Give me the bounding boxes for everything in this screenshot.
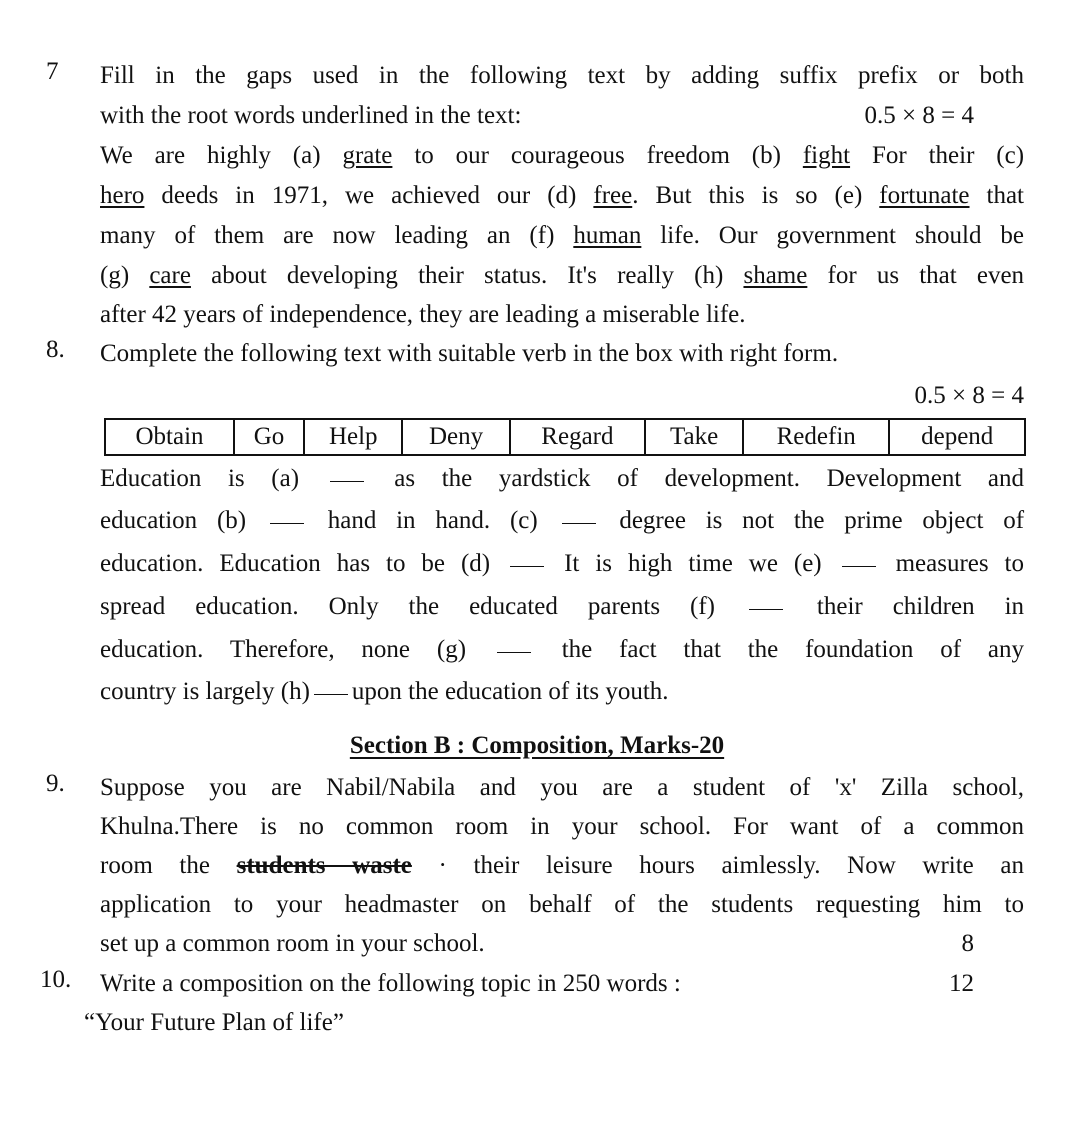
q8-number: 8. xyxy=(46,336,65,363)
q7-instruction-text: with the root words underlined in the text: xyxy=(100,102,522,129)
text-segment: education. Therefore, none (g) xyxy=(100,636,467,663)
text-segment: about developing their status. It's really (h) xyxy=(211,262,724,289)
text-segment: to our courageous freedom (b) xyxy=(414,142,781,169)
q7-text-line1 xyxy=(100,138,1024,174)
text-segment: Education is (a) xyxy=(100,465,300,492)
q9-line3 xyxy=(100,848,1024,884)
text-segment: that xyxy=(986,182,1024,209)
text-segment: their children in xyxy=(816,593,1025,620)
text-segment: (g) xyxy=(100,262,130,289)
text-segment: measures to xyxy=(895,550,1025,577)
q8-instruction: Complete the following text with suitable verb in the box with right form. xyxy=(100,340,839,367)
text-segment: education (b) xyxy=(100,507,247,534)
text-segment: set up a common room in your school. xyxy=(100,930,485,957)
verb-cell: Take xyxy=(645,419,743,455)
q10-line1 xyxy=(100,966,1024,1002)
q10-marks: 12 xyxy=(949,970,974,997)
text-segment: education. Education has to be (d) xyxy=(100,550,491,577)
answer-blank xyxy=(562,523,596,524)
answer-blank xyxy=(270,523,304,524)
q7-instruction-line2 xyxy=(100,98,1024,134)
q9-number: 9. xyxy=(46,770,65,797)
q10-number: 10. xyxy=(40,966,72,993)
text-segment: spread education. Only the educated parents (f) xyxy=(100,593,715,620)
root-word: human xyxy=(573,222,642,249)
text-segment: life. Our government should be xyxy=(660,222,1024,249)
q8-text-line5 xyxy=(100,632,1024,668)
q9-line2: Khulna.There is no common room in your school. For want of a common xyxy=(100,813,1024,840)
verb-cell: Help xyxy=(304,419,402,455)
verb-cell: depend xyxy=(889,419,1025,455)
text-segment: many of them are now leading an (f) xyxy=(100,222,555,249)
text-segment: degree is not the prime object of xyxy=(619,507,1025,534)
q7-instruction-line1: Fill in the gaps used in the following text by adding suffix prefix or both xyxy=(100,62,1024,89)
text-segment: · their leisure hours aimlessly. Now write an xyxy=(438,852,1025,879)
text-segment: hand in hand. (c) xyxy=(327,507,538,534)
answer-blank xyxy=(749,609,783,610)
q8-text-line4 xyxy=(100,589,1024,625)
verb-box xyxy=(104,418,1026,456)
verb-cell: Redefin xyxy=(743,419,889,455)
answer-blank xyxy=(330,481,364,482)
text-segment: for us that even xyxy=(827,262,1025,289)
q9-line1: Suppose you are Nabil/Nabila and you are a student of 'x' Zilla school, xyxy=(100,774,1024,801)
root-word: free xyxy=(593,182,633,209)
root-word: fight xyxy=(802,142,851,169)
text-segment: as the yardstick of development. Development and xyxy=(394,465,1025,492)
q7-text-line2 xyxy=(100,178,1024,214)
answer-blank xyxy=(842,566,876,567)
root-word: hero xyxy=(100,182,145,209)
verb-cell: Obtain xyxy=(105,419,234,455)
text-segment: the fact that the foundation of any xyxy=(561,636,1025,663)
q8-text-line6 xyxy=(100,674,1024,710)
q7-text-line5: after 42 years of independence, they are leading a miserable life. xyxy=(100,301,746,328)
verb-cell: Go xyxy=(234,419,304,455)
q8-marks: 0.5 × 8 = 4 xyxy=(914,382,1024,409)
text-segment: We are highly (a) xyxy=(100,142,321,169)
root-word: shame xyxy=(743,262,808,289)
q7-text-line4 xyxy=(100,258,1024,294)
q8-text-line3 xyxy=(100,546,1024,582)
root-word: fortunate xyxy=(879,182,970,209)
q9-marks: 8 xyxy=(961,930,974,957)
q7-marks: 0.5 × 8 = 4 xyxy=(864,102,974,129)
answer-blank xyxy=(497,652,531,653)
section-b-heading: Section B : Composition, Marks-20 xyxy=(349,732,725,759)
q10-topic: “Your Future Plan of life” xyxy=(84,1009,344,1036)
verb-cell: Regard xyxy=(510,419,646,455)
struck-text: students waste xyxy=(236,852,412,879)
text-segment: Write a composition on the following topic in 250 words : xyxy=(100,970,681,997)
answer-blank xyxy=(510,566,544,567)
text-segment: It is high time we (e) xyxy=(564,550,822,577)
q8-text-line1 xyxy=(100,461,1024,497)
q9-line5 xyxy=(100,926,1024,962)
q7-number: 7 xyxy=(46,58,59,85)
q7-text-line3 xyxy=(100,218,1024,254)
text-segment: . But this is so (e) xyxy=(632,182,863,209)
text-segment: deeds in 1971, we achieved our (d) xyxy=(161,182,577,209)
root-word: grate xyxy=(342,142,393,169)
verb-cell: Deny xyxy=(402,419,509,455)
answer-blank xyxy=(314,694,348,695)
text-segment: room the xyxy=(100,852,210,879)
root-word: care xyxy=(149,262,191,289)
text-segment: For their (c) xyxy=(871,142,1025,169)
q8-text-line2 xyxy=(100,503,1024,539)
q9-line4: application to your headmaster on behalf of the students requesting him to xyxy=(100,891,1024,918)
text-segment: upon the education of its youth. xyxy=(351,678,669,705)
text-segment: country is largely (h) xyxy=(100,678,310,705)
